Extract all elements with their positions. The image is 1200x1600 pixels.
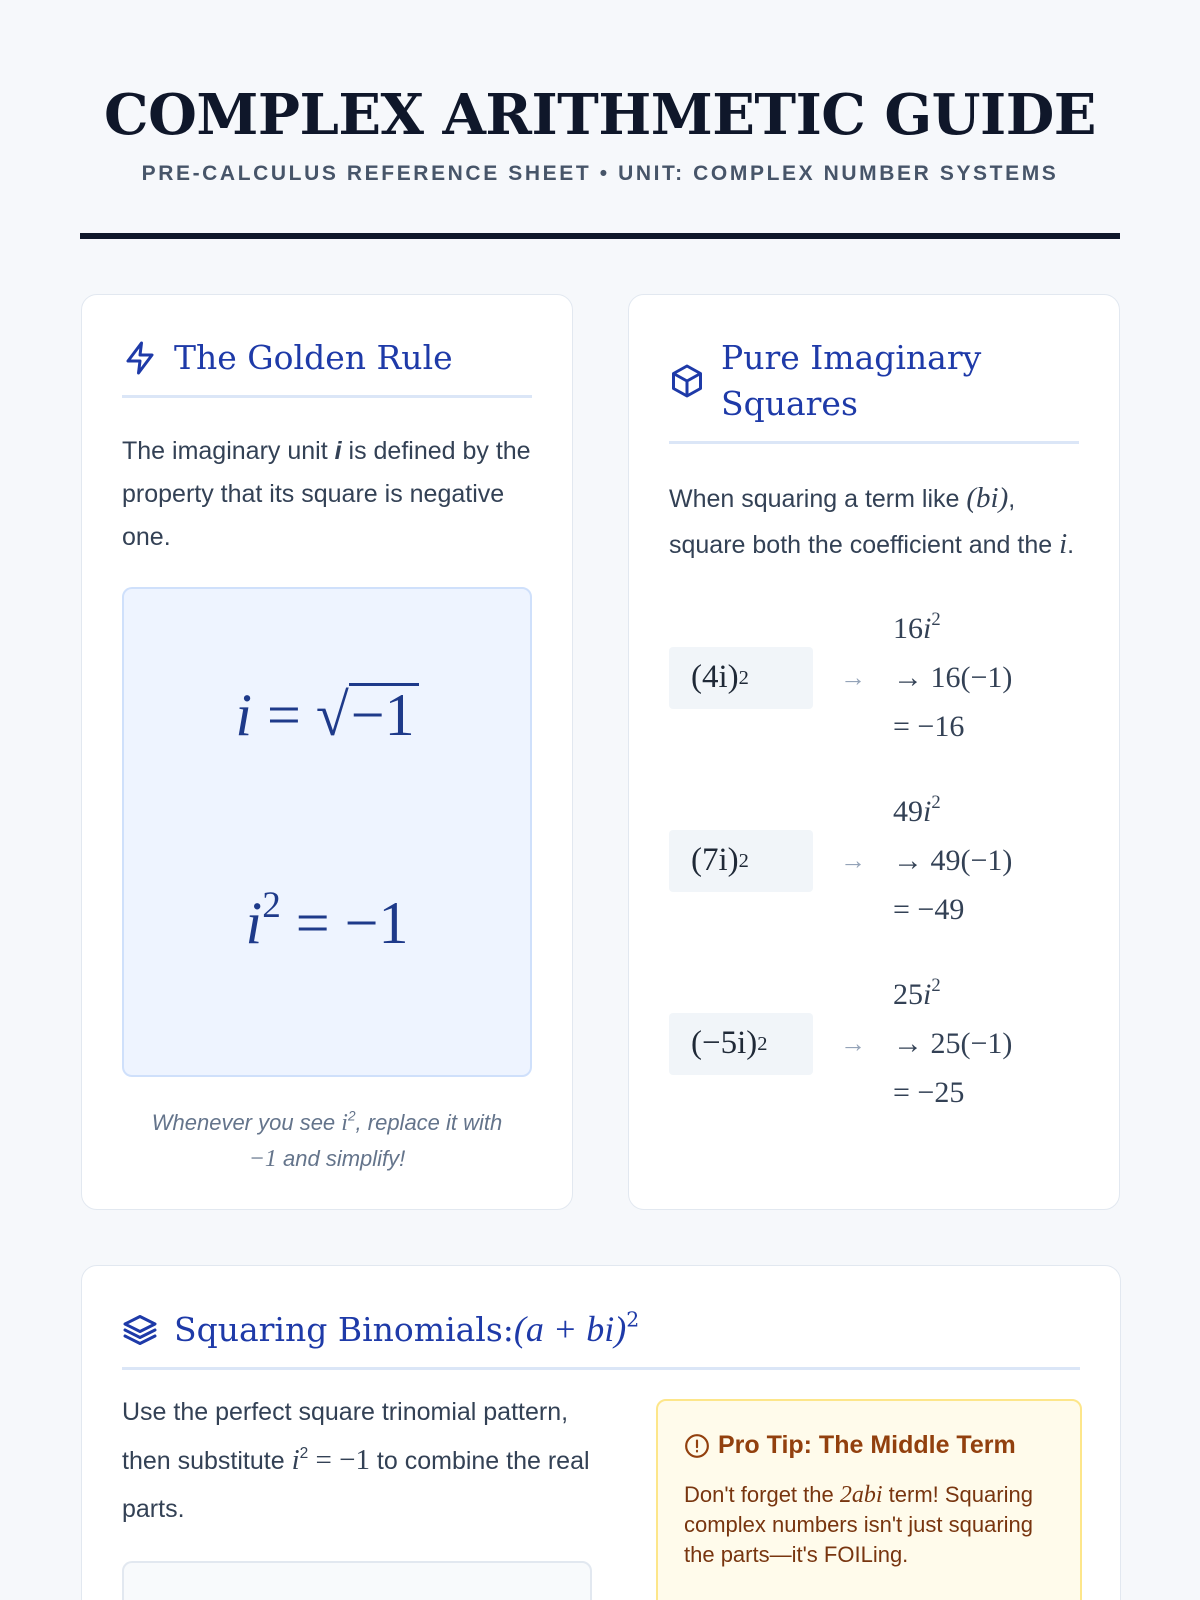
golden-rule-card bbox=[81, 294, 573, 1210]
pure-squares-header bbox=[669, 335, 1079, 444]
step-one bbox=[893, 787, 1012, 836]
binomials-header bbox=[122, 1306, 1080, 1370]
binomial-formula-box bbox=[122, 1561, 592, 1600]
formula-definition bbox=[124, 681, 530, 750]
text-segment: to combine the real parts. bbox=[122, 1447, 590, 1523]
title-text: Squaring Binomials: bbox=[174, 1310, 514, 1349]
text-segment: . bbox=[1067, 531, 1075, 559]
imaginary-unit-var: i bbox=[334, 437, 342, 465]
pure-squares-title: Pure Imaginary Squares bbox=[721, 338, 982, 423]
binomials-title bbox=[174, 1306, 639, 1353]
var-exp: 2 bbox=[931, 791, 941, 813]
inline-exp: 2 bbox=[299, 1445, 309, 1463]
text-segment: , replace it with bbox=[355, 1110, 503, 1135]
formula-rhs: = −1 bbox=[280, 890, 409, 956]
header-divider bbox=[80, 233, 1120, 239]
example-expression: (−5i) 2 bbox=[669, 1013, 813, 1075]
coef: 16 bbox=[893, 612, 923, 645]
step-two: → 25(−1) bbox=[893, 1027, 1013, 1060]
golden-rule-title: The Golden Rule bbox=[174, 338, 453, 377]
example-expression: (7i) 2 bbox=[669, 830, 813, 892]
expr: (−5i) bbox=[691, 1025, 758, 1061]
example-steps bbox=[893, 787, 1012, 934]
var: i bbox=[923, 612, 932, 645]
golden-rule-header bbox=[122, 335, 532, 398]
inline-math: = −1 bbox=[308, 1444, 370, 1476]
text-segment: , square both the coefficient and the bbox=[669, 485, 1060, 559]
formula-var: i bbox=[245, 890, 263, 956]
step-result: = −25 bbox=[893, 1076, 965, 1109]
expr: (7i) bbox=[691, 842, 739, 878]
step-one bbox=[893, 970, 1012, 1019]
pro-tip-box bbox=[656, 1399, 1082, 1600]
title-exp: 2 bbox=[626, 1307, 640, 1332]
expr: (4i) bbox=[691, 659, 739, 695]
cube-icon bbox=[669, 363, 705, 399]
layers-icon bbox=[122, 1312, 158, 1348]
arrow-right-icon: → bbox=[840, 662, 866, 692]
golden-rule-caption bbox=[122, 1105, 532, 1177]
example-steps bbox=[893, 970, 1012, 1117]
text-segment: and simplify! bbox=[276, 1146, 406, 1171]
caption-exp: 2 bbox=[347, 1108, 356, 1124]
formula-var: i bbox=[235, 682, 253, 748]
inline-math: (bi) bbox=[966, 482, 1009, 514]
formula-eq: = bbox=[252, 682, 316, 748]
var-exp: 2 bbox=[931, 608, 941, 630]
page-title: COMPLEX ARITHMETIC GUIDE bbox=[104, 82, 1096, 148]
step-two: → 16(−1) bbox=[893, 661, 1013, 694]
example-row bbox=[669, 604, 1079, 751]
pro-tip-text bbox=[684, 1480, 1054, 1570]
alert-circle-icon bbox=[684, 1433, 710, 1459]
var-exp: 2 bbox=[931, 974, 941, 996]
text-segment: Whenever you see bbox=[151, 1110, 342, 1135]
text-segment: is defined by the property that its square is negative one. bbox=[122, 437, 531, 551]
pure-squares-card bbox=[628, 294, 1120, 1210]
title-math: (a + bi) bbox=[513, 1309, 627, 1349]
formula-square bbox=[124, 884, 530, 958]
text-segment: Use the perfect square trinomial pattern, then substitute bbox=[122, 1398, 569, 1475]
arrow-right-icon: → bbox=[840, 1028, 866, 1058]
step-result: = −16 bbox=[893, 710, 965, 743]
example-steps bbox=[893, 604, 1012, 751]
pure-squares-description bbox=[669, 476, 1079, 568]
text-segment: Don't forget the bbox=[684, 1482, 840, 1507]
pro-tip-title: Pro Tip: The Middle Term bbox=[718, 1431, 1016, 1459]
formula-box bbox=[122, 587, 532, 1077]
coef: 49 bbox=[893, 795, 923, 828]
page-subtitle: PRE-CALCULUS REFERENCE SHEET • UNIT: COMPLEX NUMBER SYSTEMS bbox=[141, 162, 1059, 185]
binomials-body bbox=[122, 1388, 592, 1600]
binomials-card bbox=[81, 1265, 1121, 1600]
text-segment: The imaginary unit bbox=[122, 437, 335, 465]
caption-var: i bbox=[341, 1110, 348, 1136]
golden-rule-description bbox=[122, 430, 532, 559]
inline-math: 2abi bbox=[839, 1482, 883, 1508]
step-result: = −49 bbox=[893, 893, 965, 926]
example-row bbox=[669, 970, 1079, 1117]
var: i bbox=[923, 978, 932, 1011]
radicand: −1 bbox=[349, 683, 419, 744]
var: i bbox=[923, 795, 932, 828]
text-segment: term! Squaring complex numbers isn't just squaring the parts—it's FOILing. bbox=[684, 1482, 1034, 1567]
inline-var: i bbox=[1059, 528, 1068, 560]
inline-var: i bbox=[291, 1444, 300, 1476]
lightning-icon bbox=[122, 340, 158, 376]
example-row bbox=[669, 787, 1079, 934]
pro-tip-header bbox=[684, 1431, 1054, 1460]
caption-val: −1 bbox=[248, 1146, 277, 1172]
binomials-description bbox=[122, 1388, 592, 1533]
page-header bbox=[80, 80, 1120, 186]
arrow-right-icon: → bbox=[840, 845, 866, 875]
step-two: → 49(−1) bbox=[893, 844, 1013, 877]
step-one bbox=[893, 604, 1012, 653]
example-expression: (4i) 2 bbox=[669, 647, 813, 709]
text-segment: When squaring a term like bbox=[669, 485, 967, 513]
formula-exponent: 2 bbox=[262, 884, 281, 926]
coef: 25 bbox=[893, 978, 923, 1011]
sqrt-symbol: √−1 bbox=[316, 681, 419, 750]
